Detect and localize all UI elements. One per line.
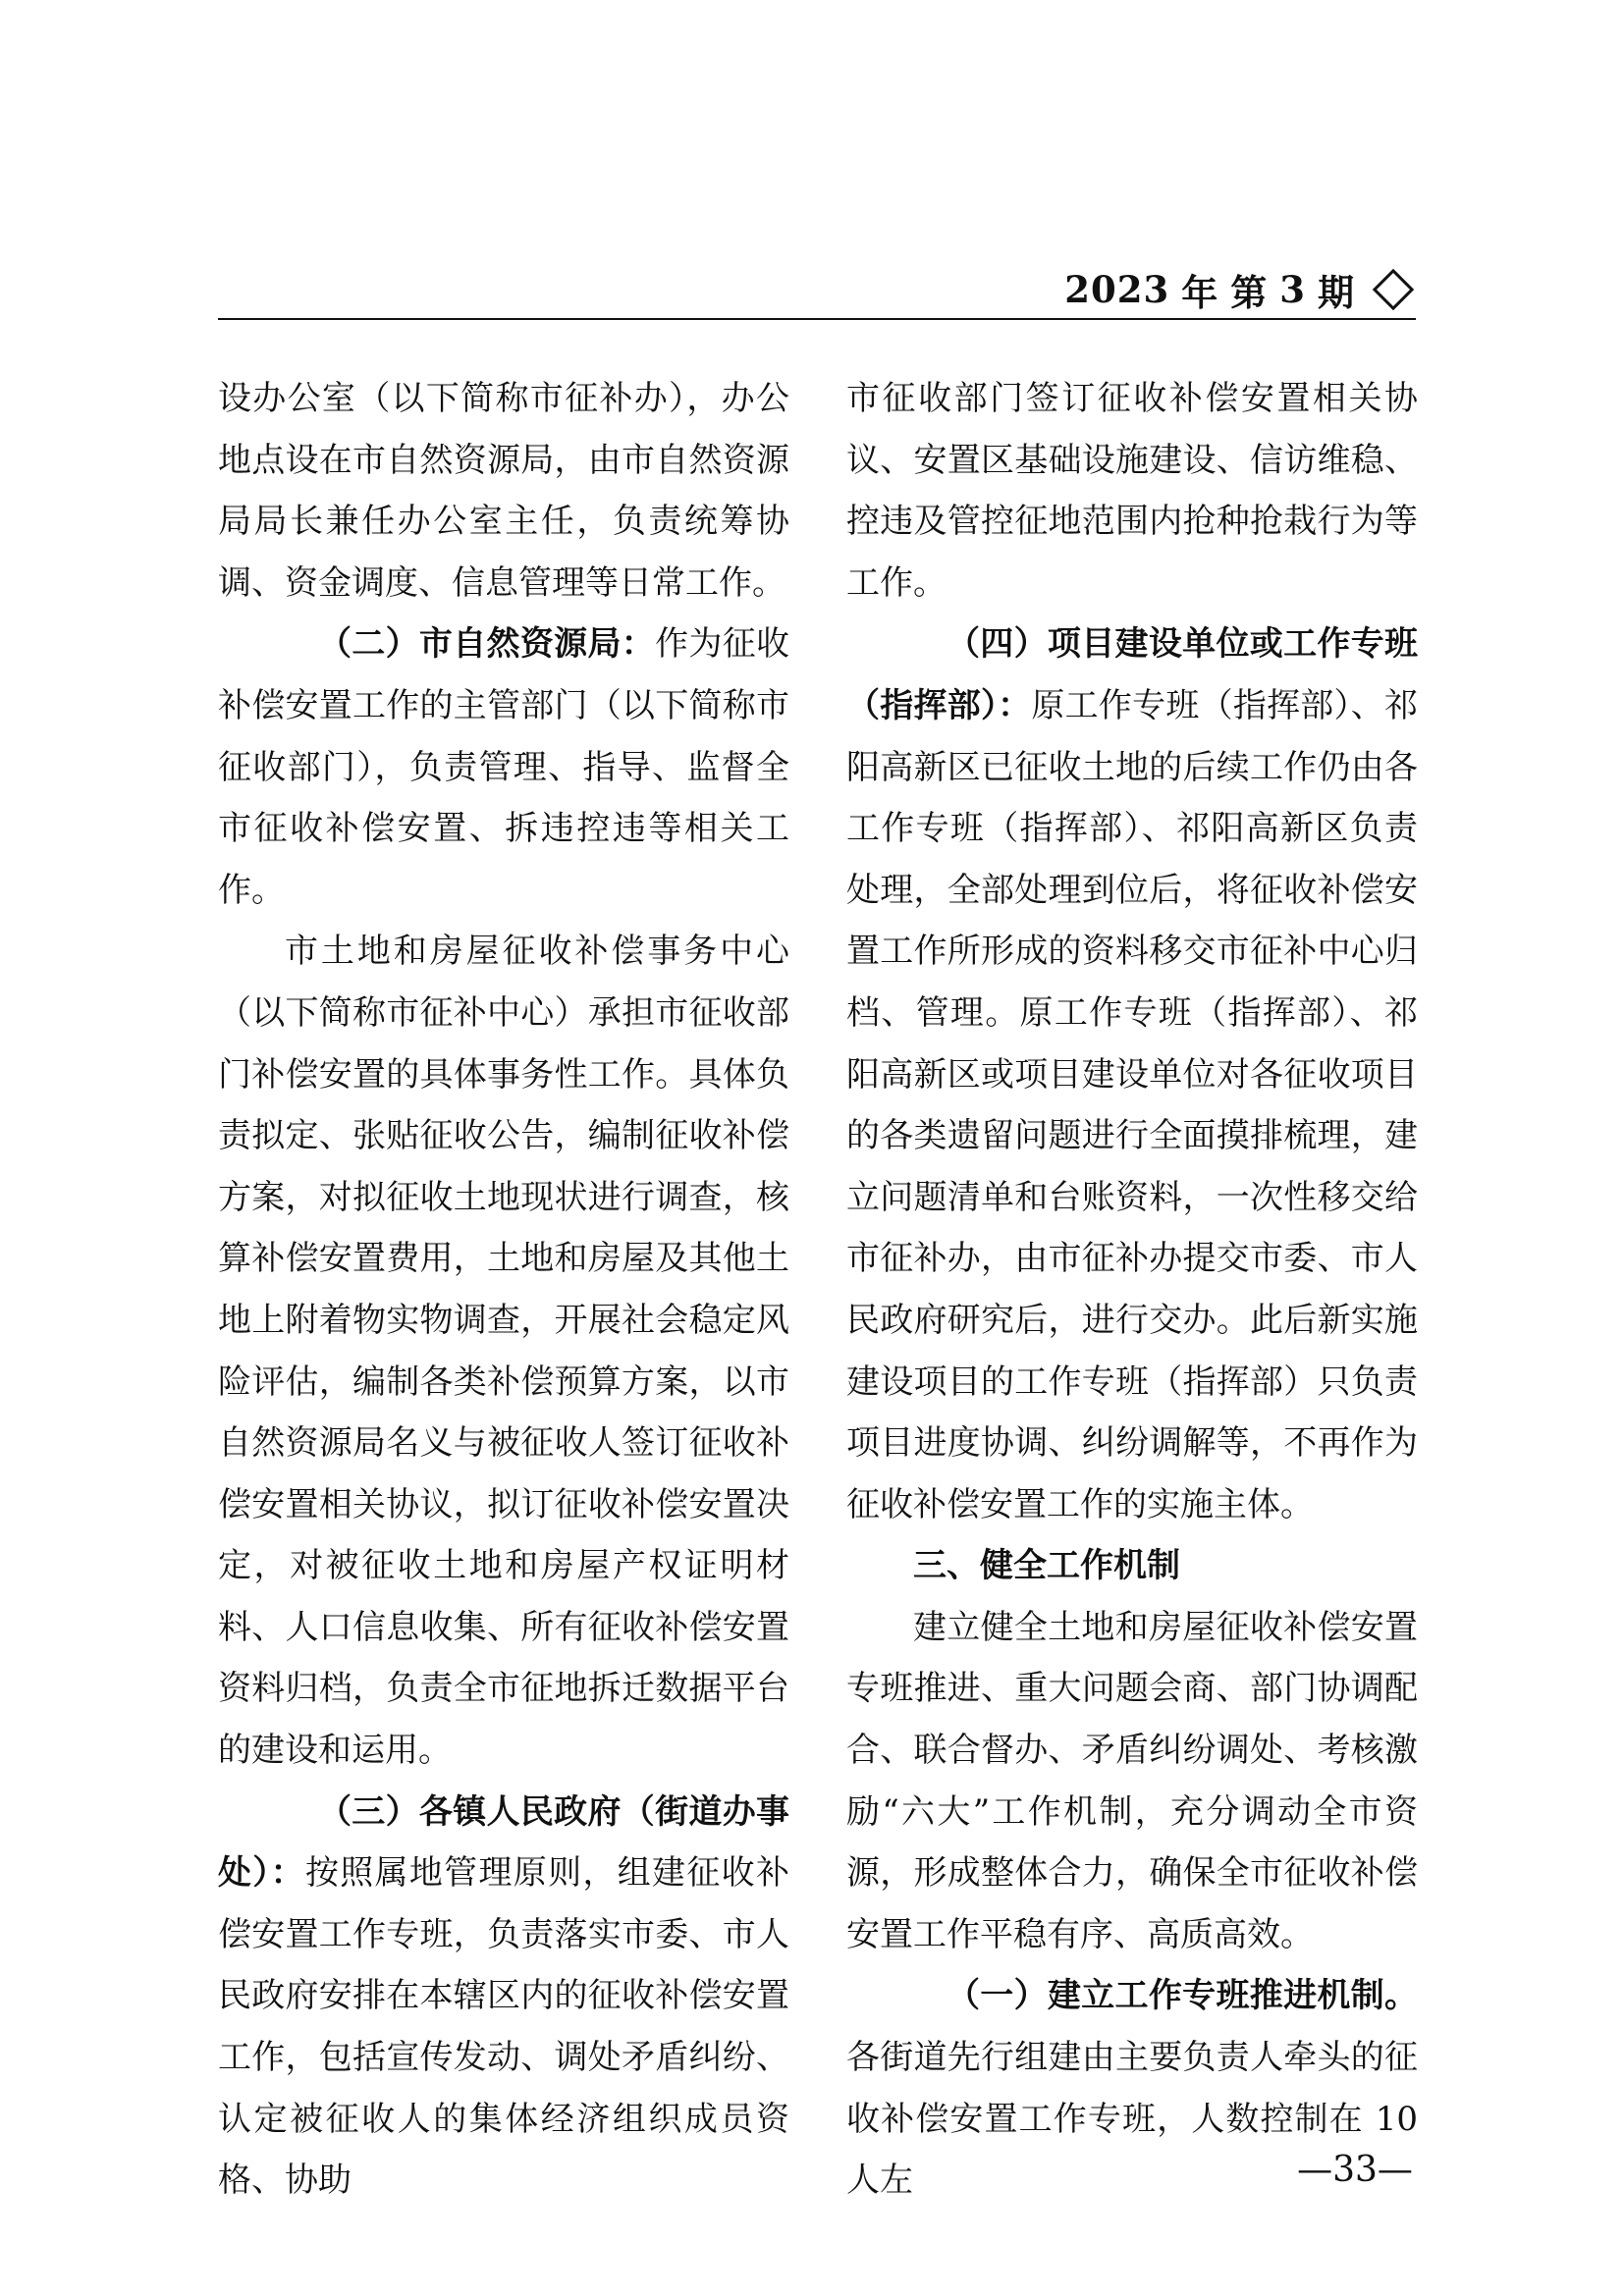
heading-town-governments: （三）各镇人民政府（街道办事处）： bbox=[218, 1791, 789, 1894]
page-header bbox=[218, 257, 1416, 320]
left-paragraph-2 bbox=[218, 614, 789, 921]
heading-project-units: （四）项目建设单位或工作专班（指挥部）： bbox=[846, 624, 1418, 725]
right-paragraph-1: 市征收部门签订征收补偿安置相关协议、安置区基础设施建设、信访维稳、控违及管控征地范围内抢种抢栽行为等工作。 bbox=[846, 379, 1418, 603]
page-number: —33— bbox=[1297, 2150, 1413, 2190]
year-label: 年 bbox=[1181, 271, 1219, 314]
right-column bbox=[846, 368, 1418, 2212]
heading-work-team-mechanism: （一）建立工作专班推进机制。 bbox=[947, 1976, 1418, 2016]
left-paragraph-2-text: 作为征收补偿安置工作的主管部门（以下简称市征收部门），负责管理、指导、监督全市征收补偿安置、拆违控违等相关工作。 bbox=[218, 624, 790, 910]
left-paragraph-1: 设办公室（以下简称市征补办），办公地点设在市自然资源局，由市自然资源局局长兼任办公室主任，负责统筹协调、资金调度、信息管理等日常工作。 bbox=[218, 379, 789, 603]
right-paragraph-2 bbox=[846, 614, 1418, 1535]
section-heading-work-mechanism: 三、健全工作机制 bbox=[913, 1546, 1180, 1586]
diamond-icon bbox=[1373, 269, 1414, 310]
year: 2023 bbox=[1064, 268, 1170, 311]
left-paragraph-4-text: 按照属地管理原则，组建征收补偿安置工作专班，负责落实市委、市人民政府安排在本辖区内的征收补偿安置工作，包括宣传发动、调处矛盾纠纷、认定被征收人的集体经济组织成员资格、协助 bbox=[218, 1853, 789, 2201]
issue-number: 3 bbox=[1279, 268, 1306, 311]
right-paragraph-4-text: 各街道先行组建由主要负责人牵头的征收补偿安置工作专班，人数控制在 10 人左 bbox=[846, 2038, 1418, 2201]
issue-info bbox=[1058, 263, 1416, 316]
right-paragraph-2-text: 原工作专班（指挥部）、祁阳高新区已征收土地的后续工作仍由各工作专班（指挥部）、祁阳高新区负责处理，全部处理到位后，将征收补偿安置工作所形成的资料移交市征补中心归档、管理。原工作专班（指挥部）、祁阳高新区或项目建设单位对各征收项目的各类遗留问题进行全面摸排梳理，建立问题清单和台账资料，一次性移交给市征补办，由市征补办提交市委、市人民政府研究后，进行交办。此后新实施建设项目的工作专班（指挥部）只负责项目进度协调、纠纷调解等，不再作为征收补偿安置工作的实施主体。 bbox=[846, 685, 1419, 1524]
left-paragraph-4 bbox=[218, 1782, 789, 2212]
issue-label: 期 bbox=[1318, 271, 1355, 314]
issue-prefix: 第 bbox=[1230, 271, 1269, 314]
heading-natural-resources-bureau: （二）市自然资源局： bbox=[318, 624, 656, 665]
right-paragraph-3: 建立健全土地和房屋征收补偿安置专班推进、重大问题会商、部门协调配合、联合督办、矛盾纠纷调处、考核激励“六大”工作机制，充分调动全市资源，形成整体合力，确保全市征收补偿安置工作平稳有序、高质高效。 bbox=[846, 1607, 1418, 1954]
left-column bbox=[218, 368, 789, 2212]
left-paragraph-3: 市土地和房屋征收补偿事务中心（以下简称市征补中心）承担市征收部门补偿安置的具体事务性工作。具体负责拟定、张贴征收公告，编制征收补偿方案，对拟征收土地现状进行调查，核算补偿安置费用，土地和房屋及其他土地上附着物实物调查，开展社会稳定风险评估，编制各类补偿预算方案，以市自然资源局名义与被征收人签订征收补偿安置相关协议，拟订征收补偿安置决定，对被征收土地和房屋产权证明材料、人口信息收集、所有征收补偿安置资料归档，负责全市征地拆迁数据平台的建设和运用。 bbox=[218, 932, 789, 1771]
